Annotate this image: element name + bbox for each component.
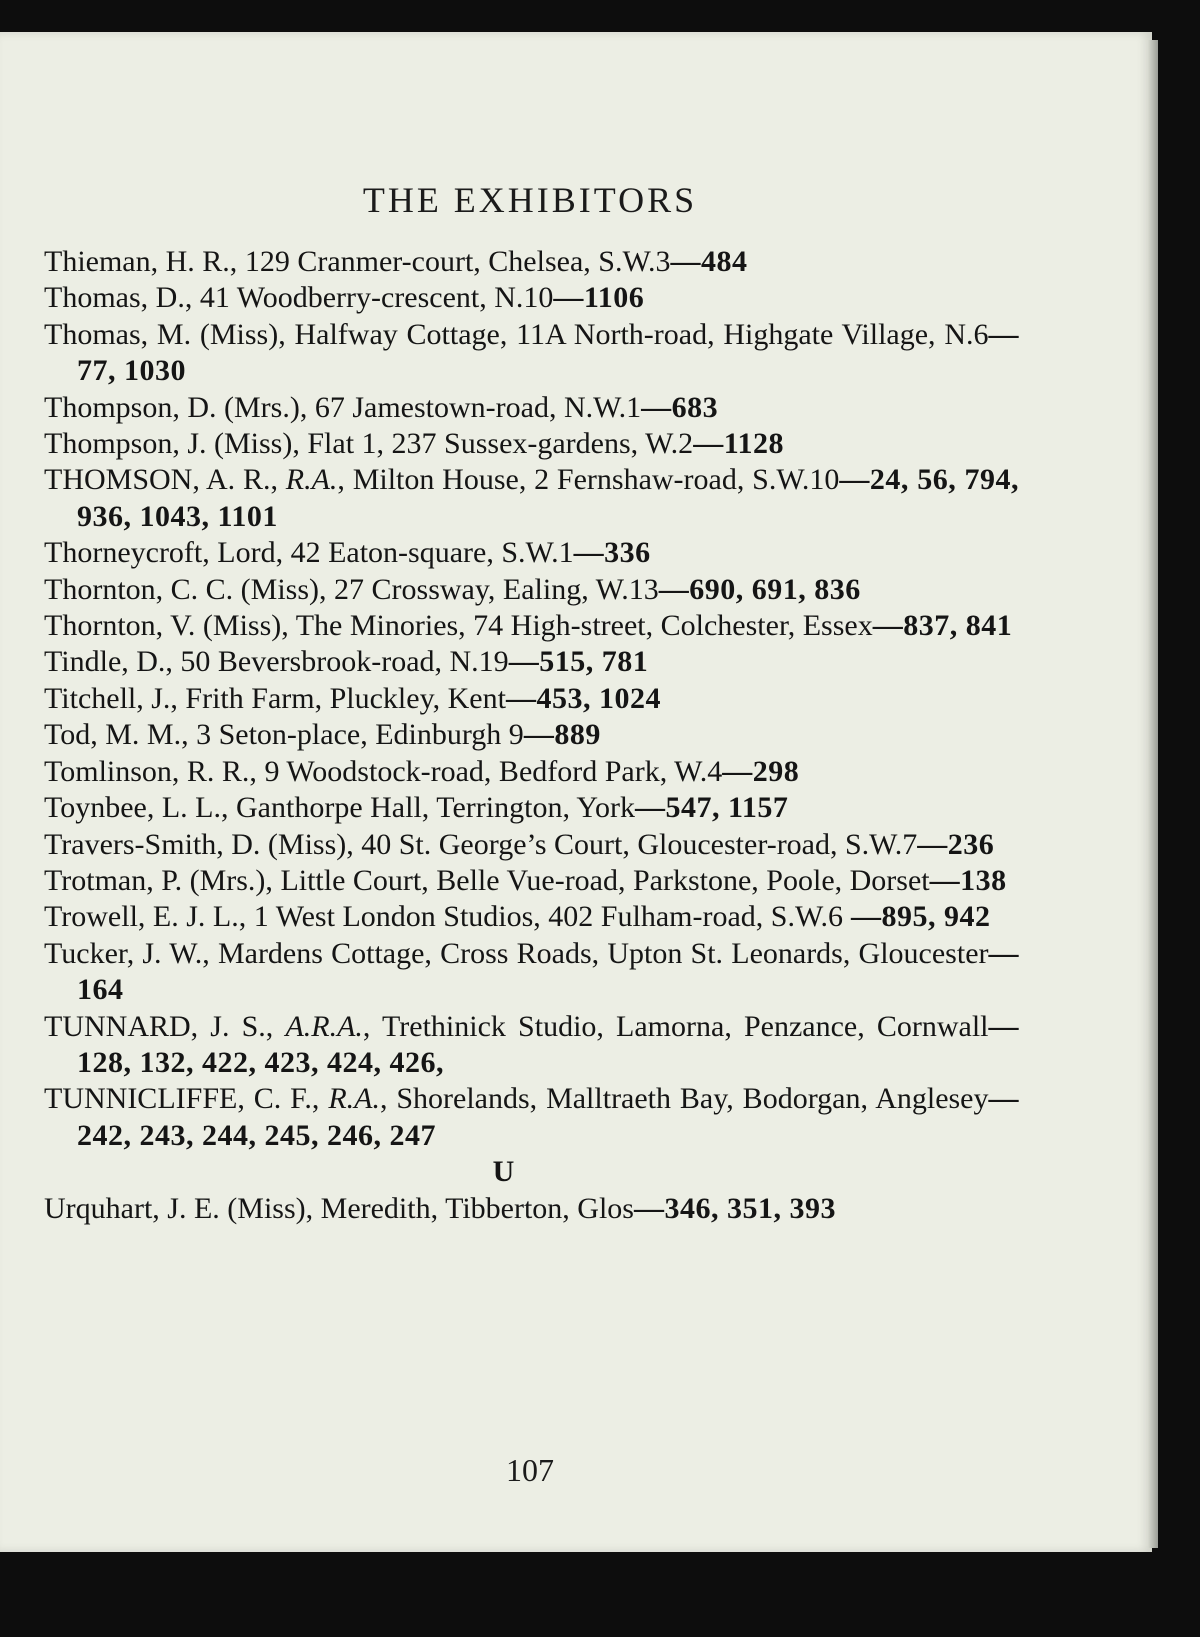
exhibitor-address: 1 West London Studios, 402 Fulham-road, S.W.6	[253, 900, 844, 934]
exhibitor-address: Ganthorpe Hall, Terrington, York	[236, 791, 635, 825]
list-item	[44, 572, 1019, 608]
catalogue-numbers: —336	[573, 536, 651, 570]
exhibitor-address: 41 Woodberry-crescent, N.10	[199, 281, 554, 315]
exhibitor-name: Toynbee, L. L.,	[44, 791, 237, 825]
list-item	[44, 717, 1019, 753]
catalogue-numbers: —484	[670, 245, 748, 278]
section-letter: U	[492, 1155, 515, 1189]
exhibitor-rank: R.A.	[285, 463, 338, 497]
exhibitor-address: 129 Cranmer-court, Chelsea, S.W.3	[244, 245, 671, 278]
catalogue-numbers: —453, 1024	[505, 681, 661, 715]
catalogue-numbers: —889	[523, 718, 601, 752]
catalogue-numbers: —1128	[693, 427, 785, 461]
exhibitor-address: Halfway Cottage, 11A North-road, Highgate Village, N.6	[294, 317, 989, 351]
exhibitor-address: 3 Seton-place, Edinburgh 9	[196, 718, 524, 752]
exhibitor-name: Tomlinson, R. R.,	[44, 754, 265, 788]
exhibitor-rank: A.R.A.	[285, 1009, 363, 1043]
list-item	[44, 827, 1019, 863]
exhibitor-name: Tindle, D.,	[44, 645, 181, 679]
exhibitor-name: Thomas, M. (Miss),	[44, 317, 295, 351]
catalogue-numbers: —77, 1030	[77, 317, 1019, 388]
running-head: THE EXHIBITORS	[362, 180, 698, 220]
exhibitor-name: Thorneycroft, Lord,	[44, 536, 291, 570]
exhibitor-name: Thieman, H. R.,	[44, 245, 245, 278]
exhibitor-name: Trowell, E. J. L.,	[44, 900, 254, 934]
exhibitor-name: Thornton, V. (Miss),	[44, 609, 296, 643]
catalogue-numbers: —128, 132, 422, 423, 424, 426,	[77, 1009, 1019, 1079]
list-item	[44, 462, 1019, 535]
exhibitor-address: The Minories, 74 High-street, Colchester, Essex	[295, 609, 873, 643]
page-edge	[1148, 40, 1158, 1548]
catalogue-numbers: —236	[917, 827, 995, 861]
exhibitor-name: Thompson, J. (Miss),	[44, 427, 308, 461]
list-item	[44, 1009, 1019, 1082]
exhibitor-name: Titchell, J.,	[44, 681, 186, 715]
catalogue-numbers: —837, 841	[872, 609, 1013, 643]
exhibitor-address: 50 Beversbrook-road, N.19	[180, 645, 509, 679]
list-item	[44, 608, 1019, 644]
exhibitor-address: Frith Farm, Pluckley, Kent	[185, 681, 506, 715]
exhibitor-address: 27 Crossway, Ealing, W.13	[334, 572, 659, 606]
list-item	[44, 390, 1019, 426]
list-item	[44, 244, 1019, 280]
exhibitor-address: 40 St. George’s Court, Gloucester-road, S.W.7	[361, 827, 918, 861]
exhibitor-address: Flat 1, 237 Sussex-gardens, W.2	[307, 427, 694, 461]
exhibitor-address: 42 Eaton-square, S.W.1	[290, 536, 574, 570]
catalogue-numbers: —683	[641, 390, 719, 424]
catalogue-numbers: —1106	[553, 281, 645, 315]
exhibitor-name: Tod, M. M.,	[44, 718, 197, 752]
exhibitor-address: Meredith, Tibberton, Glos	[320, 1191, 634, 1225]
catalogue-numbers: —346, 351, 393	[634, 1191, 836, 1225]
exhibitor-name: Travers-Smith, D. (Miss),	[44, 827, 362, 861]
exhibitor-address: , Trethinick Studio, Lamorna, Penzance, Cornwall	[362, 1009, 989, 1043]
exhibitor-name: TUNNICLIFFE, C. F.,	[44, 1082, 329, 1116]
list-item	[44, 280, 1019, 316]
list-item	[44, 754, 1019, 790]
catalogue-numbers: —547, 1157	[634, 791, 789, 825]
list-item	[44, 790, 1019, 826]
page-number: 107	[506, 1452, 554, 1488]
exhibitor-address: Little Court, Belle Vue-road, Parkstone, Poole, Dorset	[280, 863, 930, 897]
exhibitor-name: Trotman, P. (Mrs.),	[44, 863, 281, 897]
exhibitor-name: Thompson, D. (Mrs.),	[44, 390, 315, 424]
exhibitor-rank: R.A.	[328, 1082, 380, 1116]
list-item	[44, 1081, 1019, 1154]
catalogue-numbers: —515, 781	[508, 645, 649, 679]
exhibitor-name: Thornton, C. C. (Miss),	[44, 572, 335, 606]
catalogue-numbers: —298	[722, 754, 800, 788]
exhibitor-name: Urquhart, J. E. (Miss),	[44, 1191, 321, 1225]
list-item	[44, 317, 1019, 390]
exhibitor-list	[44, 244, 1019, 1227]
exhibitor-name: THOMSON, A. R.,	[44, 463, 286, 497]
exhibitor-address: 67 Jamestown-road, N.W.1	[314, 390, 642, 424]
list-item	[44, 863, 1019, 899]
exhibitor-address: Mardens Cottage, Cross Roads, Upton St. Leonards, Gloucester	[217, 936, 989, 970]
list-item	[44, 681, 1019, 717]
book-page	[0, 32, 1152, 1552]
catalogue-numbers: —138	[929, 863, 1007, 897]
catalogue-numbers: —164	[77, 936, 1019, 1007]
exhibitor-name: Thomas, D.,	[44, 281, 200, 315]
exhibitor-address: 9 Woodstock-road, Bedford Park, W.4	[264, 754, 723, 788]
list-item	[44, 936, 1019, 1009]
exhibitor-address: , Shorelands, Malltraeth Bay, Bodorgan, Anglesey	[379, 1082, 989, 1116]
exhibitor-name: TUNNARD, J. S.,	[44, 1009, 286, 1043]
list-item	[44, 535, 1019, 571]
exhibitor-name: Tucker, J. W.,	[44, 936, 218, 970]
list-item	[44, 426, 1019, 462]
catalogue-numbers: —24, 56, 794, 936, 1043, 1101	[77, 463, 1019, 533]
catalogue-numbers: —690, 691, 836	[658, 572, 861, 606]
list-item	[44, 644, 1019, 680]
list-item	[44, 1191, 1019, 1227]
list-item	[44, 899, 1019, 935]
catalogue-numbers: —242, 243, 244, 245, 246, 247	[77, 1082, 1019, 1152]
exhibitor-address: , Milton House, 2 Fernshaw-road, S.W.10	[337, 463, 840, 497]
catalogue-numbers: —895, 942	[843, 900, 991, 934]
